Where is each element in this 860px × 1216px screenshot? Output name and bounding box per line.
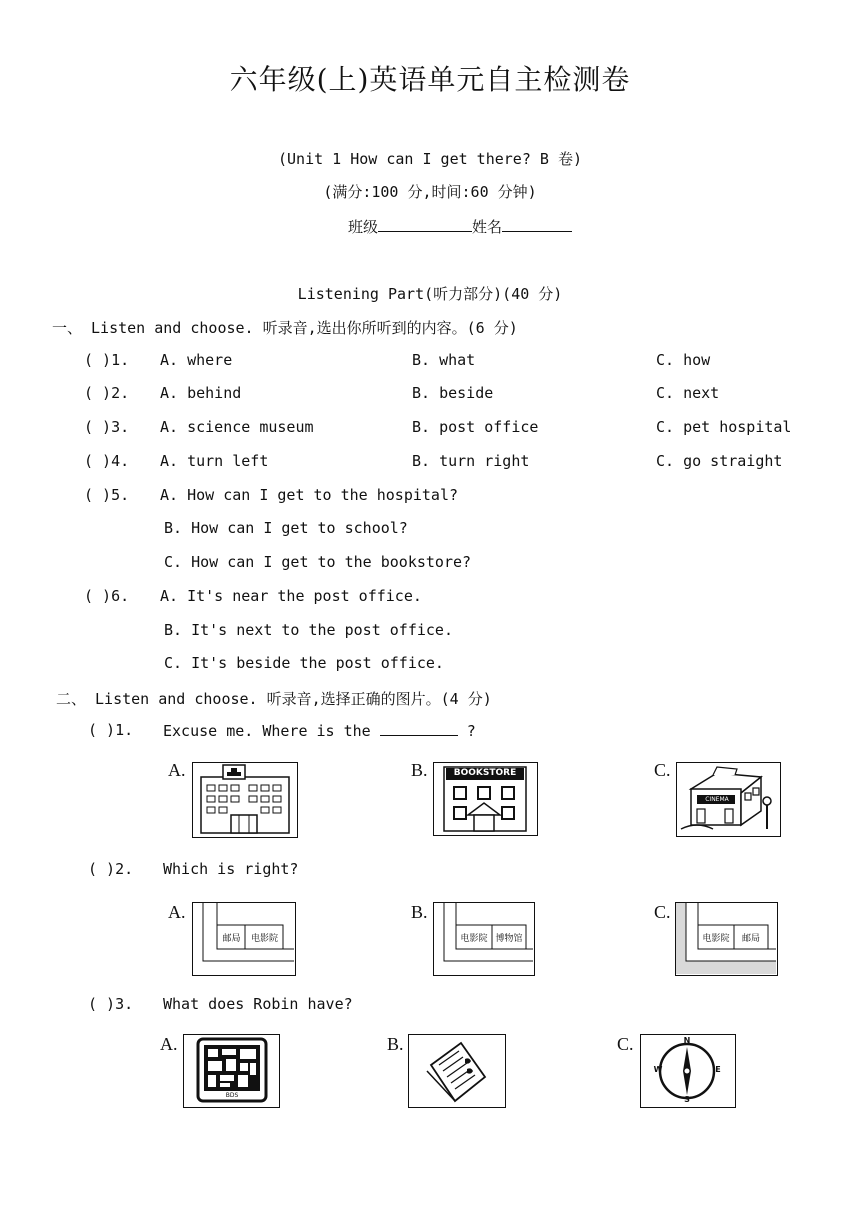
question-number[interactable]: ( )6. <box>84 587 130 605</box>
compass-south-label: S <box>684 1095 690 1104</box>
question-number[interactable]: ( )3. <box>84 418 130 436</box>
page-title: 六年级(上)英语单元自主检测卷 <box>229 63 631 96</box>
option-c: C. How can I get to the bookstore? <box>164 553 472 571</box>
newspaper-picture[interactable] <box>408 1034 506 1108</box>
building-label: 邮局 <box>741 934 760 944</box>
picture-label-c: C. <box>654 902 671 922</box>
cinema-picture[interactable] <box>676 762 781 837</box>
newspaper-icon <box>409 1035 504 1106</box>
option-a: A. It's near the post office. <box>160 587 422 605</box>
option-a: A. turn left <box>160 452 269 470</box>
question-number[interactable]: ( )2. <box>84 384 130 402</box>
score-time-info: (满分:100 分,时间:60 分钟) <box>323 183 537 201</box>
picture-label-b: B. <box>411 760 428 780</box>
bookstore-sign: BOOKSTORE <box>453 768 517 778</box>
name-blank[interactable] <box>502 215 572 232</box>
compass-east-label: E <box>715 1065 721 1074</box>
device-caption: BDS <box>225 1092 239 1099</box>
section1-heading: 一、 Listen and choose. 听录音,选出你所听到的内容。(6 分) <box>52 319 518 337</box>
question-number[interactable]: ( )1. <box>84 351 130 369</box>
option-b: B. post office <box>412 418 539 436</box>
option-b: B. beside <box>412 384 494 402</box>
option-c: C. next <box>656 384 720 402</box>
picture-label-b: B. <box>387 1034 404 1054</box>
option-c: C. go straight <box>656 452 783 470</box>
cinema-sign: CINEMA <box>705 796 729 803</box>
picture-label-c: C. <box>654 760 671 780</box>
map-picture-a[interactable] <box>192 902 296 976</box>
hospital-icon <box>193 763 296 836</box>
picture-label-a: A. <box>168 760 186 780</box>
option-b: B. turn right <box>412 452 530 470</box>
building-label: 邮局 <box>222 934 241 944</box>
class-name-line <box>348 215 572 237</box>
option-a: A. where <box>160 351 233 369</box>
option-b: B. It's next to the post office. <box>164 621 453 639</box>
picture-label-c: C. <box>617 1034 634 1054</box>
class-label: 班级 <box>348 218 379 236</box>
compass-picture[interactable] <box>640 1034 736 1108</box>
option-a: A. behind <box>160 384 242 402</box>
picture-label-a: A. <box>160 1034 178 1054</box>
section2-question-2-text: Which is right? <box>163 860 299 878</box>
section2-question-1-text <box>163 721 476 740</box>
option-c: C. how <box>656 351 711 369</box>
building-label: 博物馆 <box>495 934 523 944</box>
picture-label-b: B. <box>411 902 428 922</box>
question-number[interactable]: ( )4. <box>84 452 130 470</box>
option-a: A. How can I get to the hospital? <box>160 486 459 504</box>
compass-north-label: N <box>683 1036 691 1045</box>
option-b: B. How can I get to school? <box>164 519 408 537</box>
compass-west-label: W <box>653 1065 663 1074</box>
building-label: 电影院 <box>702 934 730 944</box>
option-c: C. pet hospital <box>656 418 792 436</box>
question-number[interactable]: ( )3. <box>88 995 134 1013</box>
map-picture-b[interactable] <box>433 902 535 976</box>
hospital-picture[interactable] <box>192 762 298 838</box>
name-label: 姓名 <box>472 218 503 236</box>
option-b: B. what <box>412 351 476 369</box>
building-label: 电影院 <box>250 934 278 944</box>
building-label: 电影院 <box>460 934 488 944</box>
unit-subtitle: (Unit 1 How can I get there? B 卷) <box>278 150 582 168</box>
map-picture-c[interactable] <box>675 902 778 976</box>
class-blank[interactable] <box>378 215 472 232</box>
answer-blank[interactable] <box>380 721 458 736</box>
section2-question-3-text: What does Robin have? <box>163 995 353 1013</box>
question-text: Excuse me. Where is the <box>163 722 371 740</box>
picture-label-a: A. <box>168 902 186 922</box>
section2-heading: 二、 Listen and choose. 听录音,选择正确的图片。(4 分) <box>56 690 492 708</box>
question-number[interactable]: ( )1. <box>88 721 134 739</box>
question-mark: ? <box>466 722 476 740</box>
listening-part-title: Listening Part(听力部分)(40 分) <box>297 285 563 303</box>
map-device-picture[interactable] <box>183 1034 280 1108</box>
bookstore-picture[interactable] <box>433 762 538 836</box>
question-number[interactable]: ( )2. <box>88 860 134 878</box>
option-c: C. It's beside the post office. <box>164 654 444 672</box>
question-number[interactable]: ( )5. <box>84 486 130 504</box>
option-a: A. science museum <box>160 418 314 436</box>
